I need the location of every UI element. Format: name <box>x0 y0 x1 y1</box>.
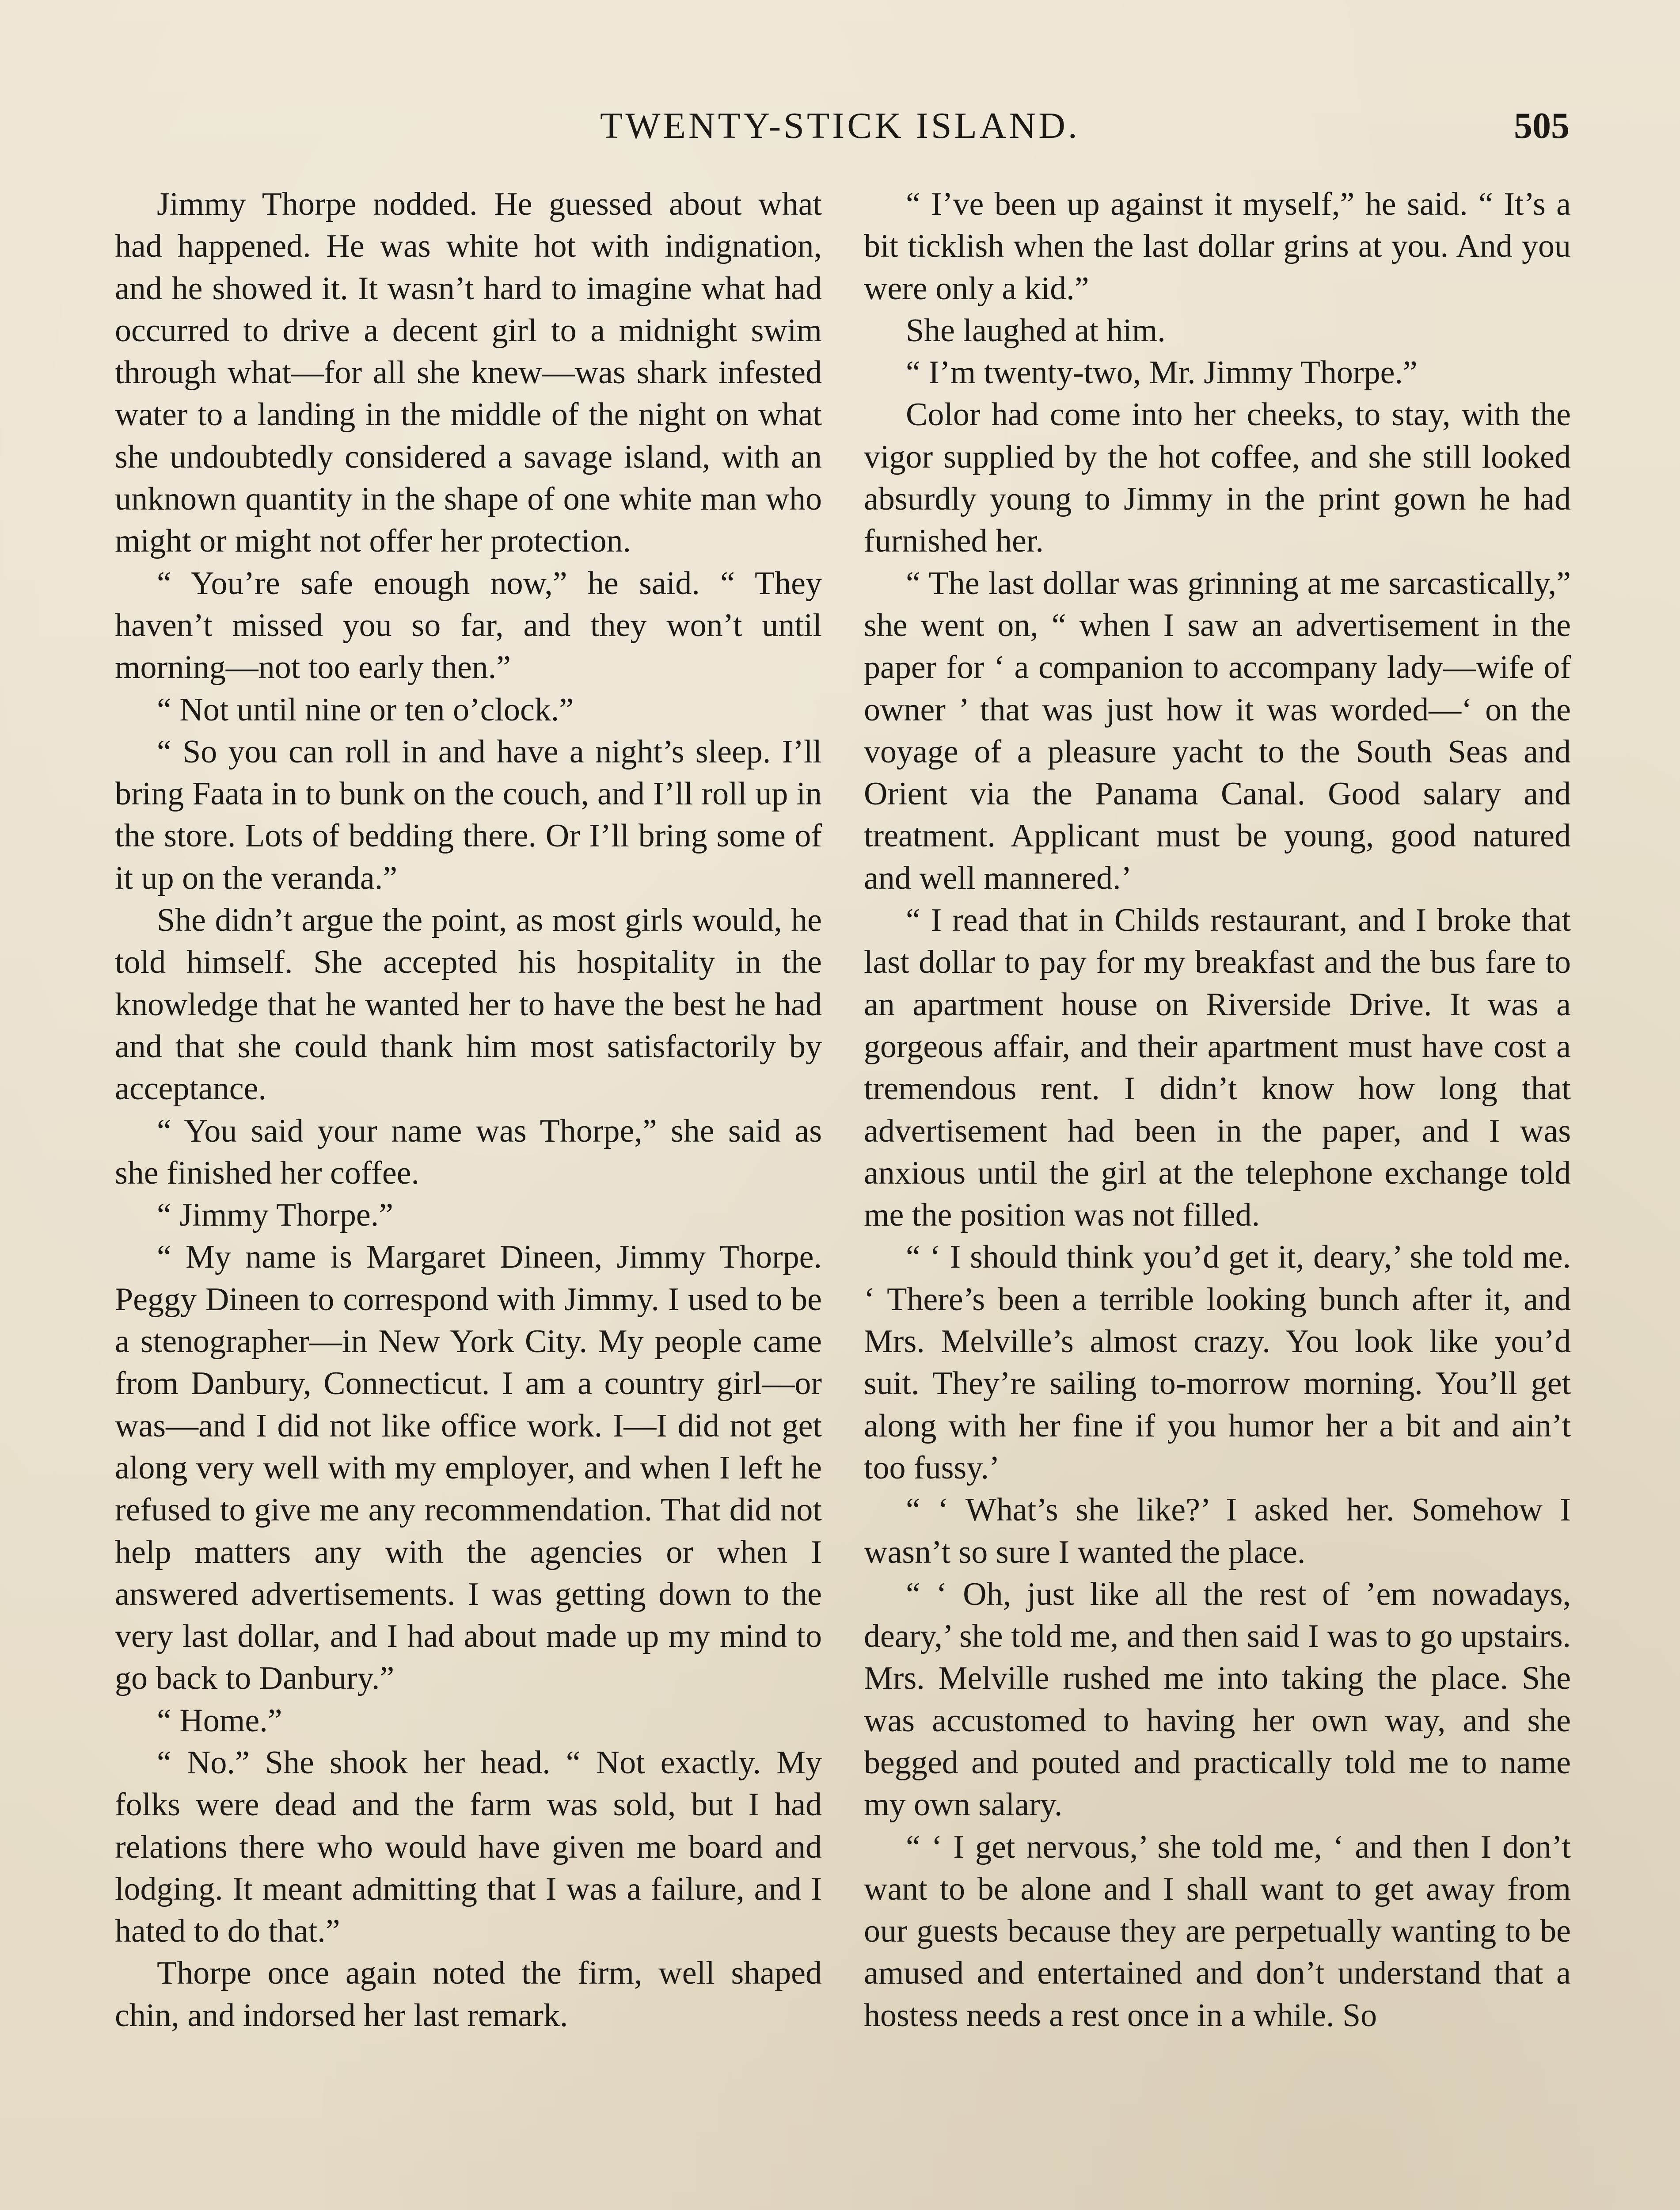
paragraph: “ You’re safe enough now,” he said. “ They haven’t missed you so far, and they won’t until morning—not too early then.” <box>115 565 822 686</box>
paragraph: Color had come into her cheeks, to stay, with the vigor supplied by the hot coffee, and she still looked absurdly young to Jimmy in the print gown he had furnished her. <box>864 396 1571 560</box>
paragraph: “ Not until nine or ten o’clock.” <box>157 691 574 728</box>
running-title: TWENTY-STICK ISLAND. <box>600 105 1080 146</box>
right-column <box>864 183 1571 2210</box>
paragraph: She laughed at him. <box>906 312 1166 349</box>
paragraph: Thorpe once again noted the firm, well shaped chin, and indorsed her last remark. <box>115 1955 822 2034</box>
running-head <box>0 99 1680 152</box>
paragraph: “ The last dollar was grinning at me sarcastically,” she went on, “ when I saw an advertisement in the paper for ‘ a companion to accompany lady—wife of owner ’ that was just how it was worded—‘ on the voyage of a pleasure yacht to the South Seas and Orient via the Panama Canal. Good salary and treatment. Applicant must be young, good natured and well mannered.’ <box>864 565 1571 896</box>
paragraph: “ ‘ I get nervous,’ she told me, ‘ and then I don’t want to be alone and I shall want to get away from our guests because they are perpetually wanting to be amused and entertained and don’t understand that a hostess needs a rest once in a while. So <box>864 1829 1571 2034</box>
paragraph: “ You said your name was Thorpe,” she said as she finished her coffee. <box>115 1113 822 1191</box>
paragraph: “ ‘ Oh, just like all the rest of ’em nowadays, deary,’ she told me, and then said I was to go upstairs. Mrs. Melville rushed me into taking the place. She was accustomed to having her own way, and she begged and pouted and practically told me to name my own salary. <box>864 1576 1571 1823</box>
paragraph: “ ‘ I should think you’d get it, deary,’ she told me. ‘ There’s been a terrible looking bunch after it, and Mrs. Melville’s almost crazy. You look like you’d suit. They’re sailing to-morrow morning. You’ll get along with her fine if you humor her a bit and ain’t too fussy.’ <box>864 1239 1571 1486</box>
paragraph: Jimmy Thorpe nodded. He guessed about what had happened. He was white hot with indignation, and he showed it. It wasn’t hard to imagine what had occurred to drive a decent girl to a midnight swim through what—for all she knew—was shark infested water to a landing in the middle of the night on what she undoubtedly considered a savage island, with an unknown quantity in the shape of one white man who might or might not offer her protection. <box>115 186 822 560</box>
paragraph: “ I’ve been up against it myself,” he said. “ It’s a bit ticklish when the last dollar grins at you. And you were only a kid.” <box>864 186 1571 307</box>
paragraph: “ ‘ What’s she like?’ I asked her. Somehow I wasn’t so sure I wanted the place. <box>864 1492 1571 1570</box>
paragraph: “ Jimmy Thorpe.” <box>157 1197 394 1234</box>
paragraph: “ So you can roll in and have a night’s sleep. I’ll bring Faata in to bunk on the couch, and I’ll roll up in the store. Lots of bedding there. Or I’ll bring some of it up on the veranda.” <box>115 733 822 896</box>
paragraph: “ My name is Margaret Dineen, Jimmy Thorpe. Peggy Dineen to correspond with Jimmy. I used to be a stenographer—in New York City. My people came from Danbury, Connecticut. I am a country girl—or was—and I did not like office work. I—I did not get along very well with my employer, and when I left he refused to give me any recommendation. That did not help matters any with the agencies or when I answered advertisements. I was getting down to the very last dollar, and I had about made up my mind to go back to Danbury.” <box>115 1239 822 1697</box>
paragraph: “ I read that in Childs restaurant, and I broke that last dollar to pay for my breakfast and the bus fare to an apartment house on Riverside Drive. It was a gorgeous affair, and their apartment must have cost a tremendous rent. I didn’t know how long that advertisement had been in the paper, and I was anxious until the girl at the telephone exchange told me the position was not filled. <box>864 902 1571 1234</box>
left-column <box>115 183 822 2210</box>
paragraph: She didn’t argue the point, as most girls would, he told himself. She accepted his hospitality in the knowledge that he wanted her to have the best he had and that she could thank him most satisfactorily by acceptance. <box>115 902 822 1107</box>
paragraph: “ Home.” <box>157 1702 282 1739</box>
paragraph: “ No.” She shook her head. “ Not exactly. My folks were dead and the farm was sold, but I had relations there who would have given me board and lodging. It meant admitting that I was a failure, and I hated to do that.” <box>115 1744 822 1950</box>
page-number: 505 <box>1514 105 1570 146</box>
paragraph: “ I’m twenty-two, Mr. Jimmy Thorpe.” <box>906 354 1418 391</box>
